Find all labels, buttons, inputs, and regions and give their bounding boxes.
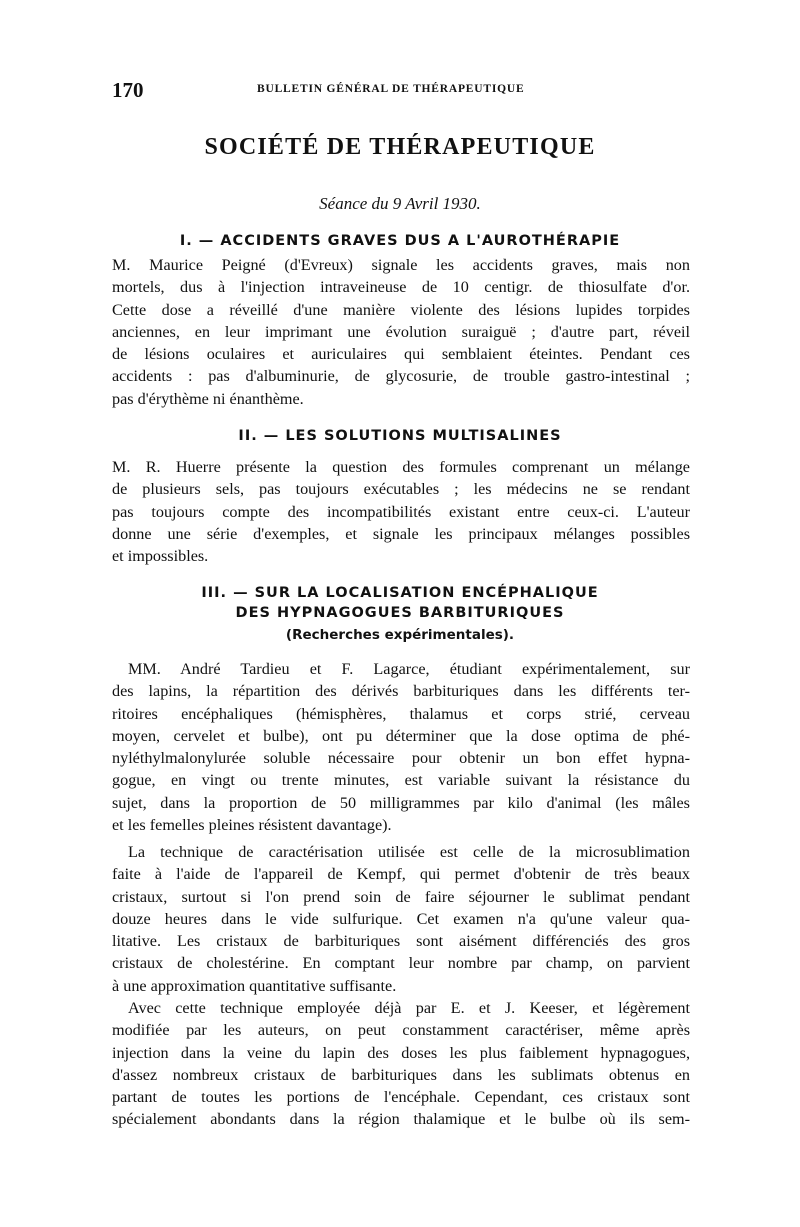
journal-title: BULLETIN GÉNÉRAL DE THÉRAPEUTIQUE xyxy=(257,83,525,95)
session-date: Séance du 9 Avril 1930. xyxy=(319,194,481,213)
text-line: d'assez nombreux cristaux de barbituriques dans les sublimats obtenus en xyxy=(112,1065,690,1084)
text-line: pas toujours compte des incompatibilités existant entre ceux-ci. L'auteur xyxy=(112,502,690,521)
text-line: anciennes, en leur imprimant une évolution suraiguë ; d'autre part, réveil xyxy=(112,322,690,341)
text-line: mortels, dus à l'injection intraveineuse de 10 centigr. de thiosulfate d'or. xyxy=(112,278,690,297)
text-line: gogue, en vingt ou trente minutes, est variable suivant la résistance du xyxy=(112,771,690,790)
text-line: litative. Les cristaux de barbituriques sont aisément différenciés des gros xyxy=(112,932,690,951)
text-line: moyen, cervelet et bulbe), ont pu déterminer que la dose optima de phé- xyxy=(112,726,690,745)
text-line: M. Maurice Peigné (d'Evreux) signale les accidents graves, mais non xyxy=(112,256,690,274)
section-3-paragraph-3 xyxy=(112,997,690,1131)
text-line: partant de toutes les portions de l'encéphale. Cependant, ces cristaux sont xyxy=(112,1088,690,1107)
section-3-paragraph-2 xyxy=(112,841,690,997)
section-1-heading: I. — ACCIDENTS GRAVES DUS A L'AUROTHÉRAPIE xyxy=(179,233,621,249)
text-line: modifiée par les auteurs, on peut constamment caractériser, même après xyxy=(112,1021,690,1040)
text-line: de plusieurs sels, pas toujours exécutables ; les médecins ne se rendant xyxy=(112,480,690,499)
section-3-heading-line-2: DES HYPNAGOGUES BARBITURIQUES xyxy=(235,605,565,621)
society-title: SOCIÉTÉ DE THÉRAPEUTIQUE xyxy=(204,134,596,160)
section-3-paragraph-1 xyxy=(112,658,690,836)
text-line: sujet, dans la proportion de 50 milligrammes par kilo d'animal (les mâles xyxy=(112,793,690,812)
section-2-heading: II. — LES SOLUTIONS MULTISALINES xyxy=(238,428,562,444)
text-line: faite à l'aide de l'appareil de Kempf, qui permet d'obtenir de très beaux xyxy=(112,865,690,884)
section-1-paragraph xyxy=(112,254,690,410)
text-line: La technique de caractérisation utilisée est celle de la microsublimation xyxy=(128,843,690,861)
text-line: Cette dose a réveillé d'une manière violente des lésions lupides torpides xyxy=(112,300,690,319)
text-line: et impossibles. xyxy=(112,547,209,566)
text-line: donne une série d'exemples, et signale les principaux mélanges possibles xyxy=(112,524,690,543)
section-3-subheading: (Recherches expérimentales). xyxy=(285,627,515,643)
page-number: 170 xyxy=(112,78,144,102)
text-line: et les femelles pleines résistent davantage). xyxy=(112,816,392,835)
text-line: à une approximation quantitative suffisante. xyxy=(112,976,397,995)
text-line: MM. André Tardieu et F. Lagarce, étudiant expérimentalement, sur xyxy=(128,660,690,678)
section-2-paragraph xyxy=(112,456,690,567)
text-line: spécialement abondants dans la région thalamique et le bulbe où ils sem- xyxy=(112,1110,690,1129)
text-line: cristaux, surtout si l'on prend soin de faire séjourner le sublimat pendant xyxy=(112,887,690,906)
text-line: Avec cette technique employée déjà par E. et J. Keeser, et légèrement xyxy=(128,999,690,1017)
text-line: M. R. Huerre présente la question des formules comprenant un mélange xyxy=(112,458,690,476)
text-line: douze heures dans le vide sulfurique. Cet examen n'a qu'une valeur qua- xyxy=(112,909,690,928)
text-line: injection dans la veine du lapin des doses les plus faiblement hypnagogues, xyxy=(112,1043,690,1062)
text-line: de lésions oculaires et auriculaires qui semblaient éteintes. Pendant ces xyxy=(112,345,690,364)
section-3-heading-line-1: III. — SUR LA LOCALISATION ENCÉPHALIQUE xyxy=(201,585,599,601)
text-line: nyléthylmalonylurée soluble nécessaire pour obtenir un bon effet hypna- xyxy=(112,749,690,768)
text-line: pas d'érythème ni énanthème. xyxy=(112,389,304,408)
text-line: cristaux de cholestérine. En comptant leur nombre par champ, on parvient xyxy=(112,954,690,973)
text-line: accidents : pas d'albuminurie, de glycosurie, de trouble gastro-intestinal ; xyxy=(112,367,690,386)
text-line: ritoires encéphaliques (hémisphères, thalamus et corps strié, cerveau xyxy=(112,704,690,723)
text-line: des lapins, la répartition des dérivés barbituriques dans les différents ter- xyxy=(112,682,690,701)
running-head xyxy=(112,80,690,102)
